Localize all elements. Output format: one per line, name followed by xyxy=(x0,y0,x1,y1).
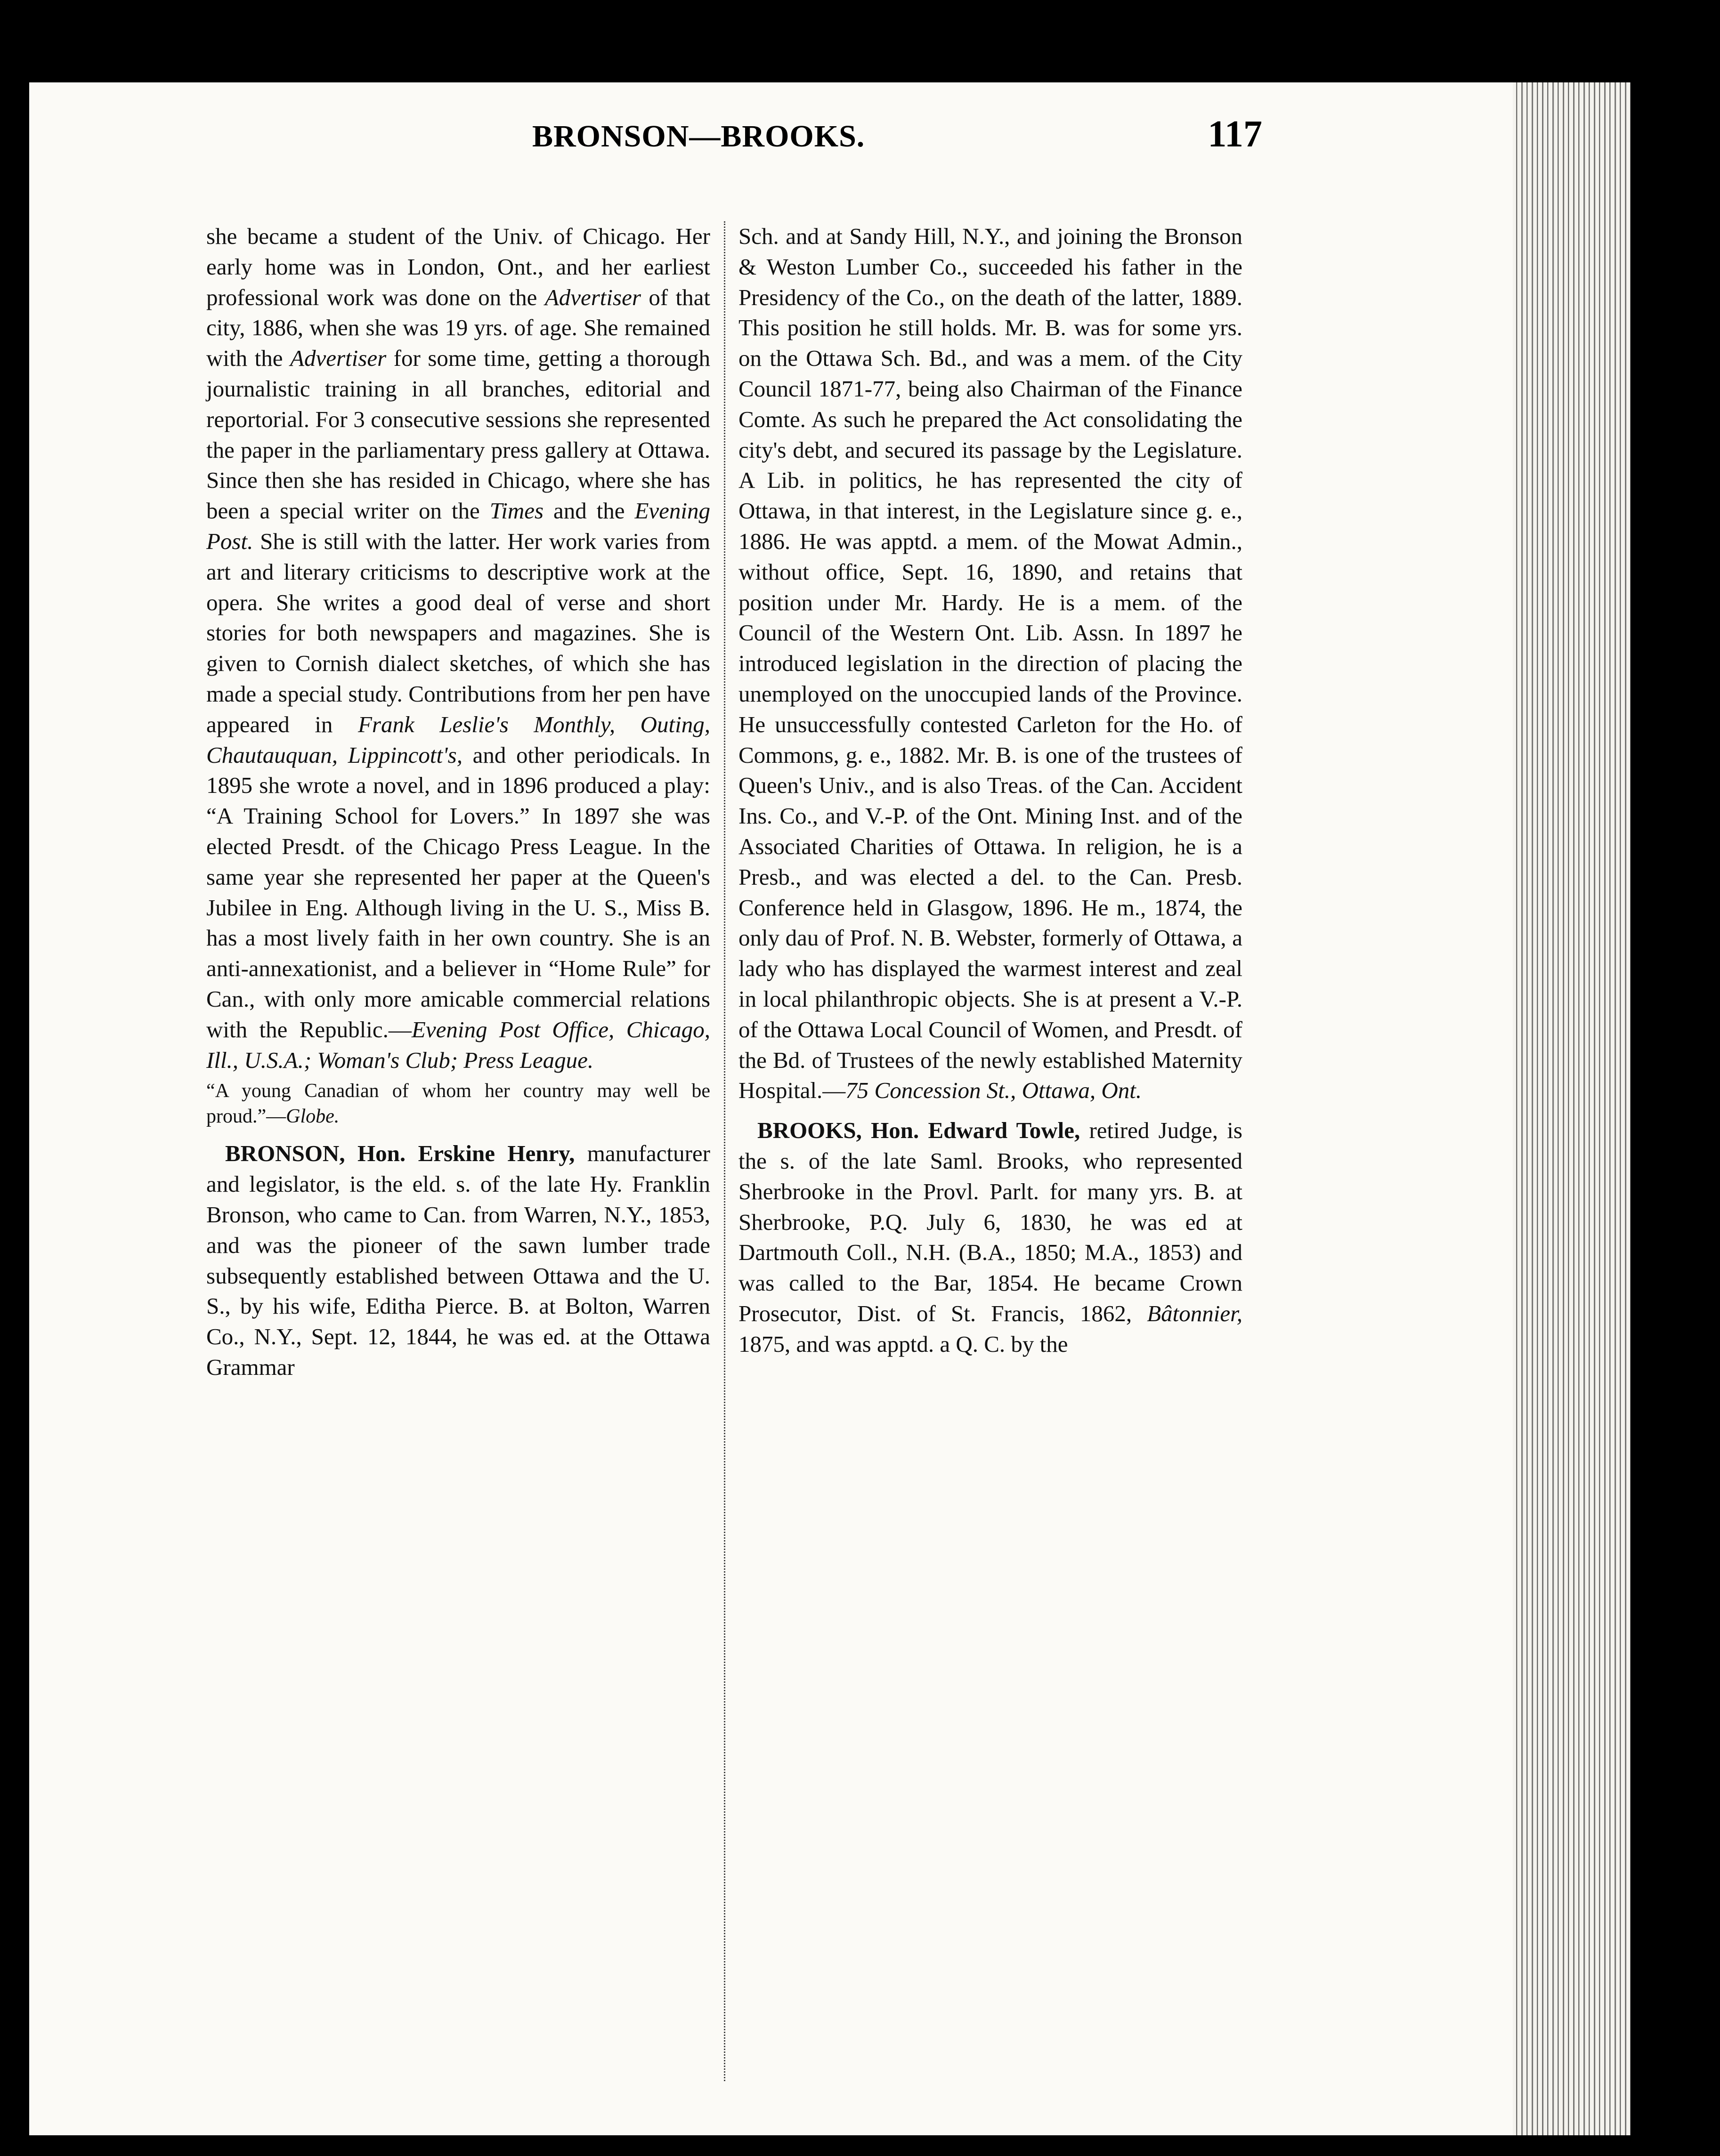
page-number: 117 xyxy=(1208,113,1262,155)
column-divider xyxy=(724,221,725,2081)
entry-name: BRONSON, Hon. Erskine Henry, xyxy=(225,1140,575,1167)
brooks-entry: BROOKS, Hon. Edward Towle, retired Judge, is the s. of the late Saml. Brooks, who represented Sherbrooke in the Provl. Parlt. for many yrs. B. at Sherbrooke, P.Q. July 6, 1830, he was ed at Dartmouth Coll., N.H. (B.A., 1850; M.A., 1853) and was called to the Bar, 1854. He became Crown Prosecutor, Dist. of St. Francis, 1862, Bâtonnier, 1875, and was apptd. a Q. C. by the xyxy=(738,1117,1242,1357)
press-quote: “A young Canadian of whom her country may well be proud.”—Globe. xyxy=(206,1080,710,1128)
running-head: BRONSON—BROOKS. xyxy=(532,119,865,153)
right-column xyxy=(738,221,1242,1359)
left-column xyxy=(206,221,710,1383)
bell-entry-continuation: she became a student of the Univ. of Chicago. Her early home was in London, Ont., and her earliest professional work was done on the Advertiser of that city, 1886, when she was 19 yrs. of age. She remained with the Advertiser for some time, getting a thorough journalistic training in all branches, editorial and reportorial. For 3 consecutive sessions she represented the paper in the parliamentary press gallery at Ottawa. Since then she has resided in Chicago, where she has been a special writer on the Times and the Evening Post. She is still with the latter. Her work varies from art and literary criticisms to descriptive work at the opera. She writes a good deal of verse and short stories for both newspapers and magazines. She is given to Cornish dialect sketches, of which she has made a special study. Contributions from her pen have appeared in Frank Leslie's Monthly, Outing, Chautauquan, Lippincott's, and other periodicals. In 1895 she wrote a novel, and in 1896 produced a play: “A Training School for Lovers.” In 1897 she was elected Presdt. of the Chicago Press League. In the same year she represented her paper at the Queen's Jubilee in Eng. Although living in the U. S., Miss B. has a most lively faith in her own country. She is an anti-annexationist, and a believer in “Home Rule” for Can., with only more amicable commercial relations with the Republic.—Evening Post Office, Chicago, Ill., U.S.A.; Woman's Club; Press League. xyxy=(206,223,710,1073)
entry-name: BROOKS, Hon. Edward Towle, xyxy=(757,1117,1080,1144)
bronson-entry: BRONSON, Hon. Erskine Henry, manufacturer and legislator, is the eld. s. of the late Hy. Franklin Bronson, who came to Can. from Warren, N.Y., 1853, and was the pioneer of the sawn lumber trade subsequently established between Ottawa and the U. S., by his wife, Editha Pierce. B. at Bolton, Warren Co., N.Y., Sept. 12, 1844, he was ed. at the Ottawa Grammar xyxy=(206,1140,710,1380)
bronson-entry-continuation: Sch. and at Sandy Hill, N.Y., and joining the Bronson & Weston Lumber Co., succeeded his father in the Presidency of the Co., on the death of the latter, 1889. This position he still holds. Mr. B. was for some yrs. on the Ottawa Sch. Bd., and was a mem. of the City Council 1871-77, being also Chairman of the Finance Comte. As such he prepared the Act consolidating the city's debt, and secured its passage by the Legislature. A Lib. in politics, he has represented the city of Ottawa, in that interest, in the Legislature since g. e., 1886. He was apptd. a mem. of the Mowat Admin., without office, Sept. 16, 1890, and retains that position under Mr. Hardy. He is a mem. of the Council of the Western Ont. Lib. Assn. In 1897 he introduced legislation in the direction of placing the unemployed on the unoccupied lands of the Province. He unsuccessfully contested Carleton for the Ho. of Commons, g. e., 1882. Mr. B. is one of the trustees of Queen's Univ., and is also Treas. of the Can. Accident Ins. Co., and V.-P. of the Ont. Mining Inst. and of the Associated Charities of Ottawa. In religion, he is a Presb., and was elected a del. to the Can. Presb. Conference held in Glasgow, 1896. He m., 1874, the only dau of Prof. N. B. Webster, formerly of Ottawa, a lady who has displayed the warmest interest and zeal in local philanthropic objects. She is at present a V.-P. of the Ottawa Local Council of Women, and Presdt. of the Bd. of Trustees of the newly established Maternity Hospital.—75 Concession St., Ottawa, Ont. xyxy=(738,223,1242,1104)
page-edge xyxy=(1513,82,1631,2135)
page-header xyxy=(184,108,1262,174)
